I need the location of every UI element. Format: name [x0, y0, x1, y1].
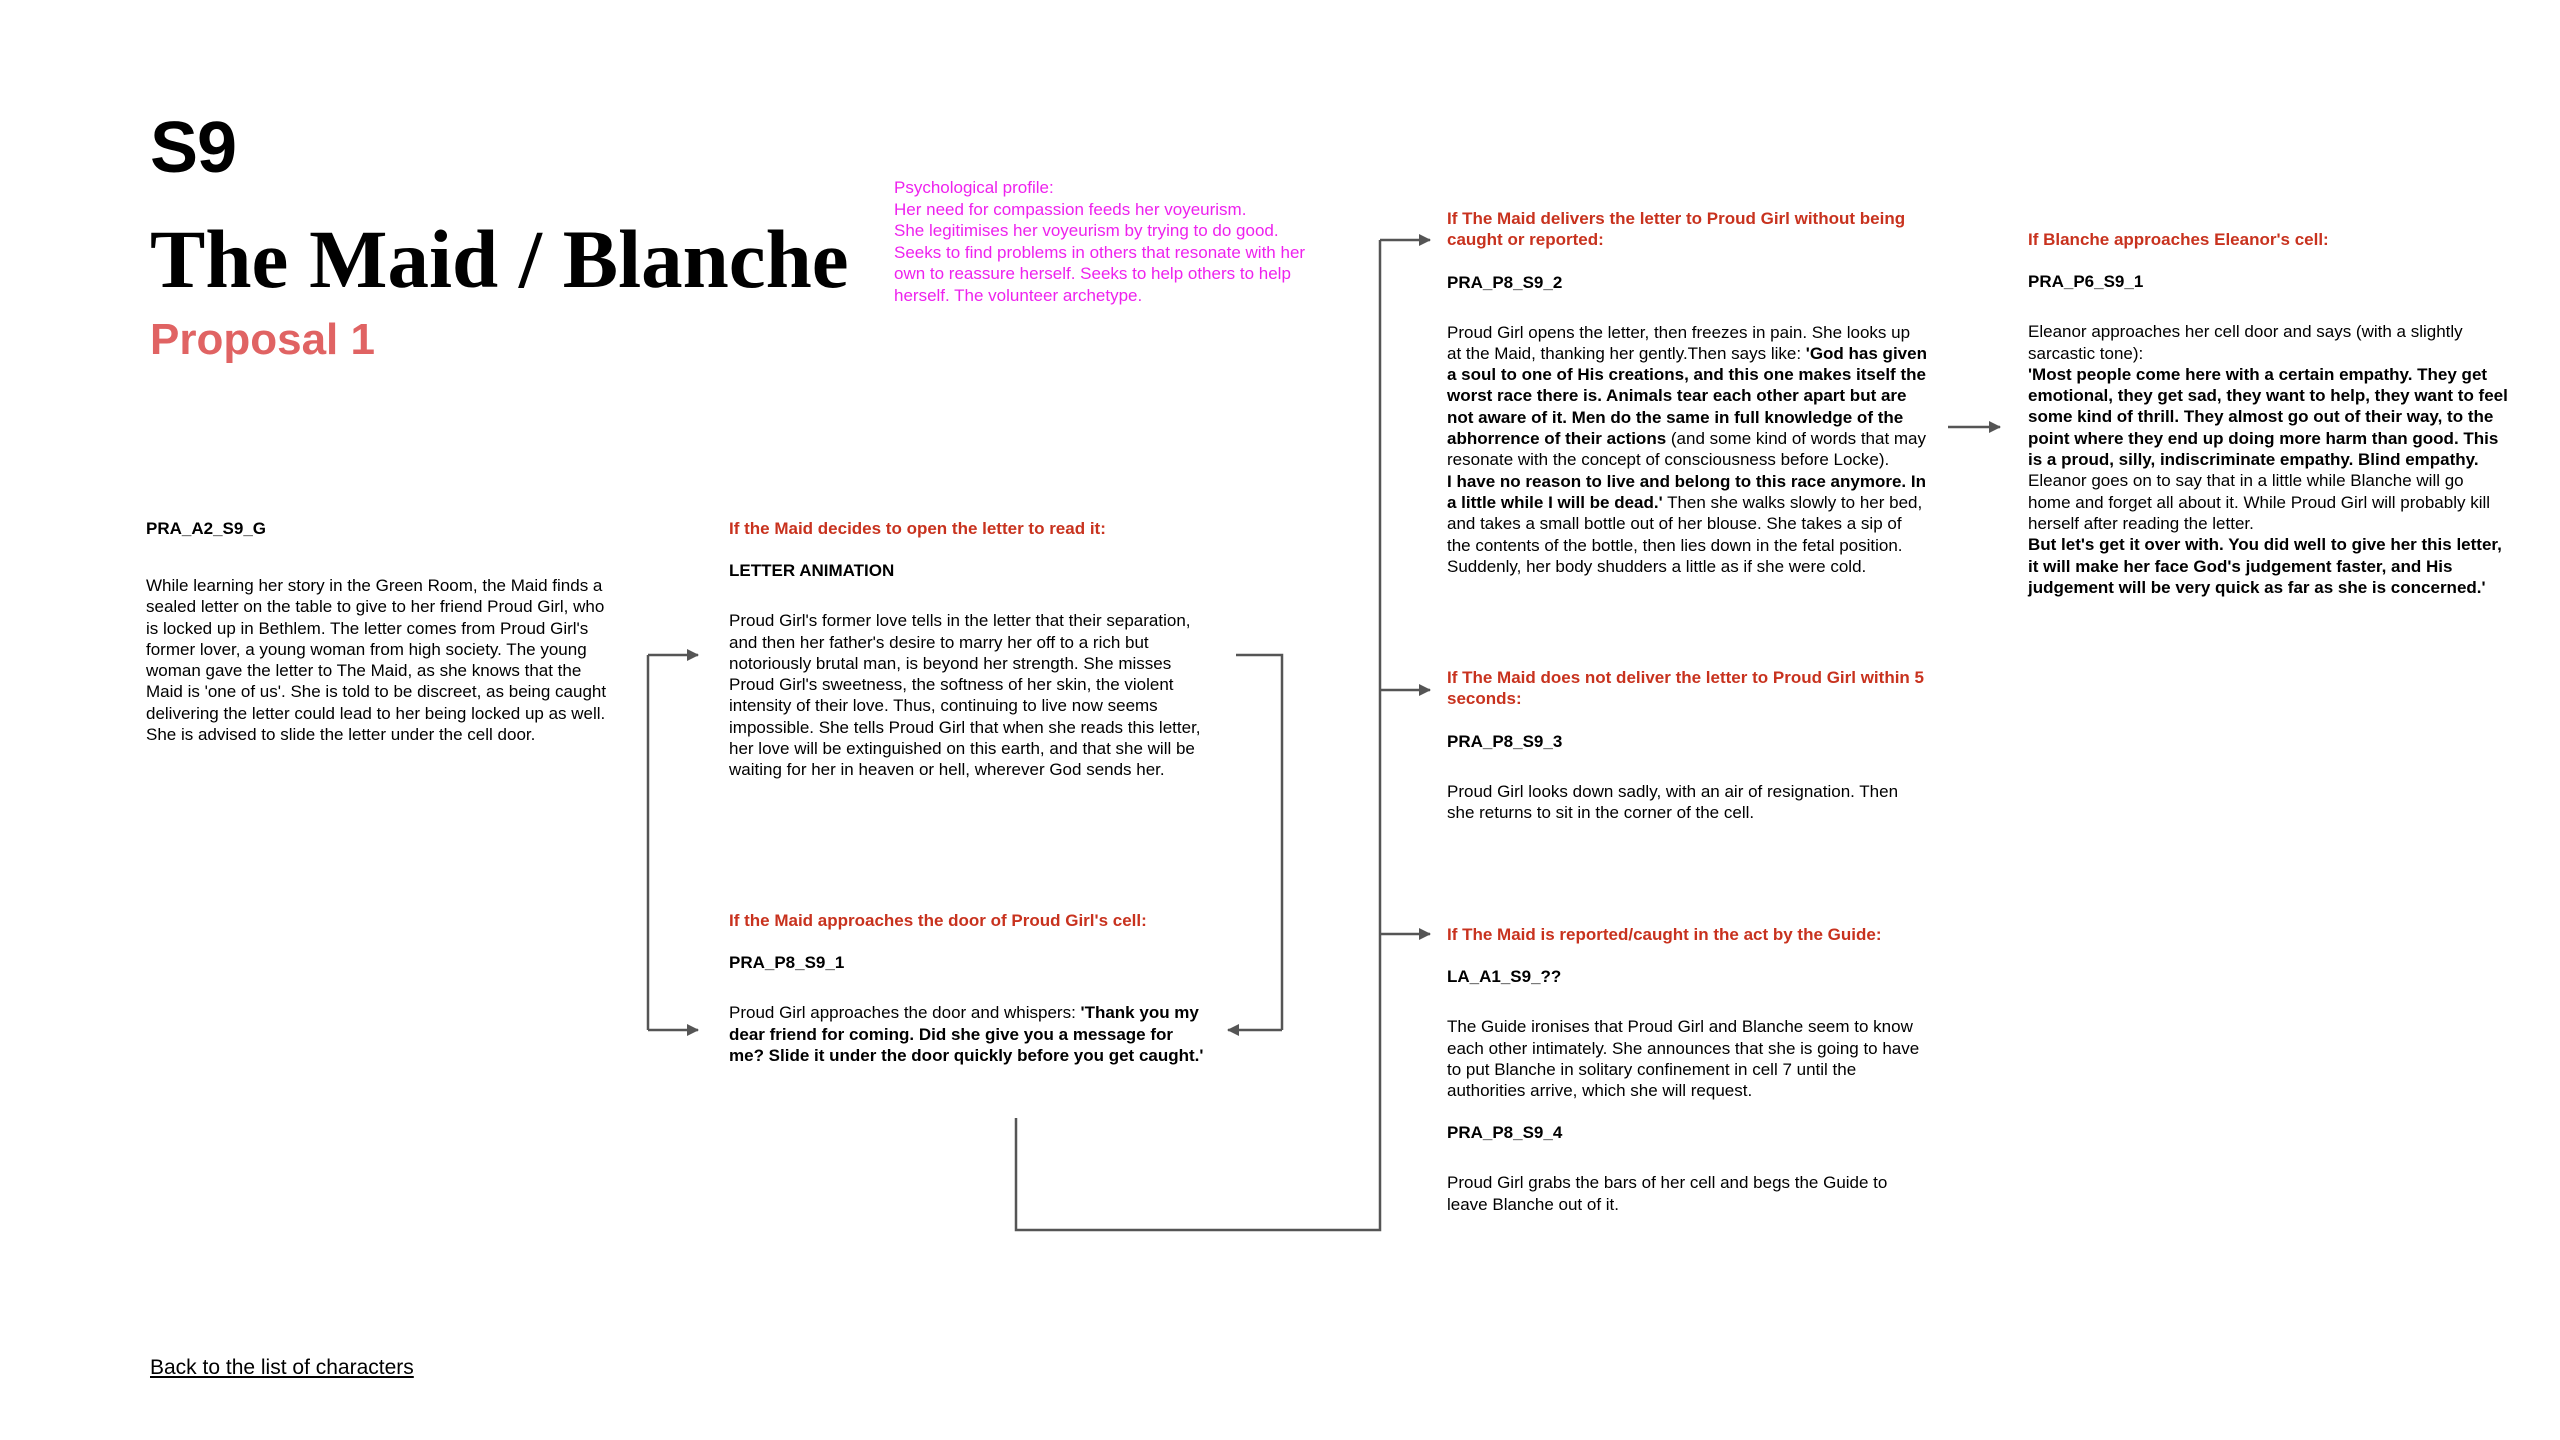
eleanor-quote-1: 'Most people come here with a certain empathy. They get emotional, they get sad, they want to help, they want to feel some kind of thrill. They almost go out of their way, to the point where they end up doing more harm than good. This is a proud, silly, indiscriminate empathy. Blind empathy. [2028, 364, 2508, 470]
eleanor-condition: If Blanche approaches Eleanor's cell: [2028, 230, 2329, 249]
page-title: The Maid / Blanche [150, 213, 849, 305]
delivers-text-2: (and some kind of words that may resonate with the concept of consciousness before Locke). [1447, 429, 1927, 470]
approach-door-text-plain: Proud Girl approaches the door and whispers: [729, 1003, 1081, 1023]
reported-text-2: Proud Girl grabs the bars of her cell and begs the Guide to leave Blanche out of it. [1447, 1173, 1888, 1214]
delivers-quote-2: I have no reason to live and belong to this race anymore. In a little while I will be dead.' [1447, 471, 1926, 512]
not-deliver-code: PRA_P8_S9_3 [1447, 731, 1563, 751]
reported-code-2: PRA_P8_S9_4 [1447, 1123, 1563, 1143]
open-letter-condition: If the Maid decides to open the letter to read it: [729, 519, 1106, 538]
profile-line: She legitimises her voyeurism by trying to do good. [894, 221, 1279, 240]
reported-code: LA_A1_S9_?? [1447, 967, 1562, 987]
proposal-label: Proposal 1 [150, 315, 375, 364]
eleanor-quote-2: But let's get it over with. You did well to give her this letter, it will make her face God's judgement faster, and His judgement will be very quick as far as she is concerned.' [2028, 535, 2502, 597]
delivers-quote-1: 'God has given a soul to one of His creations, and this one makes itself the worst race there is. Animals tear each other apart but are not aware of it. Men do the same in full knowledge of the abhorrence of their actions [1447, 343, 1927, 449]
approach-door-block [729, 910, 1211, 1066]
open-letter-block [729, 518, 1211, 781]
open-letter-text: Proud Girl's former love tells in the letter that their separation, and then her father's desire to marry her off to a rich but notoriously brutal man, is beyond her strength. She misses Proud Girl's sweetness, the softness of her skin, the violent intensity of their love. Thus, continuing to live now seems impossible. She tells Proud Girl that when she reads this letter, her love will be extinguished on this earth, and that she will be waiting for her in heaven or hell, wherever God sends her. [729, 611, 1201, 780]
not-deliver-text: Proud Girl looks down sadly, with an air of resignation. Then she returns to sit in the corner of the cell. [1447, 781, 1899, 822]
reported-text: The Guide ironises that Proud Girl and Blanche seem to know each other intimately. She announces that she is going to have to put Blanche in solitary confinement in cell 7 until the authorities arrive, which she will request. [1447, 1017, 1920, 1101]
intro-text: While learning her story in the Green Room, the Maid finds a sealed letter on the table to give to her friend Proud Girl, who is locked up in Bethlem. The letter comes from Proud Girl's former lover, a young woman from high society. The young woman gave the letter to The Maid, as she knows that the Maid is 'one of us'. She is told to be discreet, as being caught delivering the letter could lead to her being locked up as well. She is advised to slide the letter under the cell door. [146, 576, 607, 745]
reported-condition: If The Maid is reported/caught in the act by the Guide: [1447, 925, 1882, 944]
reported-block [1447, 924, 1927, 1215]
delivers-code: PRA_P8_S9_2 [1447, 272, 1563, 292]
delivers-block [1447, 208, 1927, 577]
not-deliver-block [1447, 667, 1927, 823]
intro-block [146, 518, 616, 745]
profile-line: Psychological profile: [894, 178, 1054, 197]
eleanor-code: PRA_P6_S9_1 [2028, 272, 2144, 292]
not-deliver-condition: If The Maid does not deliver the letter to Proud Girl within 5 seconds: [1447, 668, 1924, 709]
approach-door-quote: 'Thank you my dear friend for coming. Did she give you a message for me? Slide it under the door quickly before you get caught.' [729, 1003, 1204, 1065]
open-letter-code: LETTER ANIMATION [729, 561, 895, 581]
delivers-text-3: Then she walks slowly to her bed, and takes a small bottle out of her blouse. She takes a sip of the contents of the bottle, then lies down in the fetal position. Suddenly, her body shudders a little as if she were cold. [1447, 492, 1923, 576]
eleanor-text-2: Eleanor goes on to say that in a little while Blanche will go home and forget all about it. While Proud Girl will probably kill herself after reading the letter. [2028, 471, 2491, 533]
scene-code: S9 [150, 108, 237, 188]
intro-code: PRA_A2_S9_G [146, 519, 267, 538]
back-to-characters-link[interactable]: Back to the list of characters [150, 1356, 414, 1379]
psychological-profile [894, 177, 1334, 306]
eleanor-text-1: Eleanor approaches her cell door and says (with a slightly sarcastic tone): [2028, 322, 2463, 363]
connector-letter-to-door [1236, 655, 1282, 1030]
delivers-condition: If The Maid delivers the letter to Proud Girl without being caught or reported: [1447, 209, 1906, 250]
approach-door-text [729, 1002, 1211, 1066]
delivers-text [1447, 322, 1927, 578]
profile-line: Her need for compassion feeds her voyeurism. [894, 199, 1247, 219]
eleanor-text [2028, 321, 2508, 598]
approach-door-code: PRA_P8_S9_1 [729, 953, 845, 973]
delivers-text-1: Proud Girl opens the letter, then freezes in pain. She looks up at the Maid, thanking her gently.Then says like: [1447, 322, 1911, 363]
approach-door-condition: If the Maid approaches the door of Proud Girl's cell: [729, 911, 1147, 930]
profile-line: Seeks to find problems in others that resonate with her own to reassure herself. Seeks to help others to help herself. The volunteer archetype. [894, 242, 1310, 305]
eleanor-block [2028, 229, 2508, 598]
